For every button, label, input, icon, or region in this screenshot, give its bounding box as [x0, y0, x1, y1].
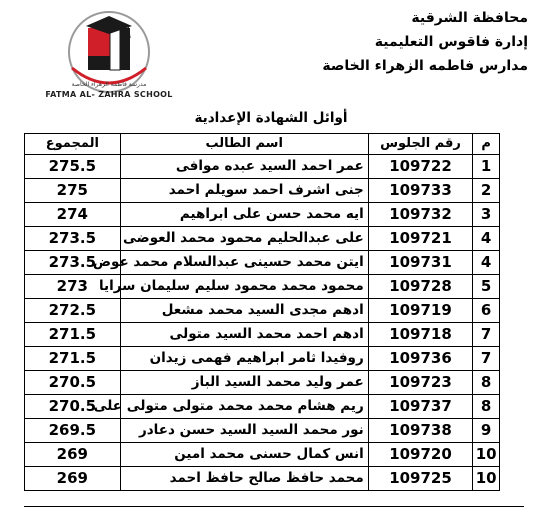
seat-number-cell: 109722 — [368, 155, 473, 179]
rank-cell: 2 — [473, 179, 500, 203]
total-cell: 272.5 — [25, 299, 121, 323]
table-row — [25, 251, 500, 275]
header-total: المجموع — [25, 134, 121, 155]
rank-cell: 4 — [473, 251, 500, 275]
table-row — [25, 467, 500, 491]
table-row — [25, 299, 500, 323]
results-table — [24, 133, 500, 491]
rank-cell: 10 — [473, 467, 500, 491]
total-cell: 271.5 — [25, 347, 121, 371]
seat-number-cell: 109737 — [368, 395, 473, 419]
table-row — [25, 203, 500, 227]
rank-cell: 6 — [473, 299, 500, 323]
seat-number-cell: 109721 — [368, 227, 473, 251]
total-cell: 275.5 — [25, 155, 121, 179]
rank-cell: 8 — [473, 395, 500, 419]
header-block — [322, 6, 528, 78]
header-administration: إدارة فاقوس التعليمية — [374, 34, 528, 50]
seat-number-cell: 109732 — [368, 203, 473, 227]
rank-cell: 7 — [473, 323, 500, 347]
table-row — [25, 419, 500, 443]
table-row — [25, 347, 500, 371]
total-cell: 270.5 — [25, 395, 121, 419]
table-row — [25, 179, 500, 203]
total-cell: 273.5 — [25, 251, 121, 275]
total-cell: 269 — [25, 467, 121, 491]
rank-cell: 3 — [473, 203, 500, 227]
table-row — [25, 443, 500, 467]
name-cell: على عبدالحليم محمود محمد العوضى — [120, 227, 368, 251]
name-cell: انس كمال حسنى محمد امين — [120, 443, 368, 467]
seat-number-cell: 109725 — [368, 467, 473, 491]
rank-cell: 10 — [473, 443, 500, 467]
table-caption: أوائل الشهادة الإعدادية — [194, 110, 348, 126]
total-cell: 271.5 — [25, 323, 121, 347]
svg-text:مدرسة فاطمة الزهراء الخاصة: مدرسة فاطمة الزهراء الخاصة — [71, 81, 147, 88]
table-row — [25, 275, 500, 299]
header-governorate: محافظة الشرقية — [411, 10, 528, 26]
header-school: مدارس فاطمه الزهراء الخاصة — [322, 58, 528, 74]
name-cell: عمر وليد محمد السيد الباز — [120, 371, 368, 395]
name-cell: ادهم مجدى السيد محمد مشعل — [120, 299, 368, 323]
header-seat: رقم الجلوس — [368, 134, 473, 155]
name-cell: ايتن محمد حسينى عبدالسلام محمد عوض — [120, 251, 368, 275]
seat-number-cell: 109731 — [368, 251, 473, 275]
total-cell: 273 — [25, 275, 121, 299]
header-name: اسم الطالب — [120, 134, 368, 155]
seat-number-cell: 109736 — [368, 347, 473, 371]
seat-number-cell: 109718 — [368, 323, 473, 347]
seat-number-cell: 109719 — [368, 299, 473, 323]
name-cell: ريم هشام محمد محمد متولى متولى على — [120, 395, 368, 419]
table-row — [25, 395, 500, 419]
table-row — [25, 371, 500, 395]
table-row — [25, 155, 500, 179]
table-row — [25, 227, 500, 251]
name-cell: جنى اشرف احمد سويلم احمد — [120, 179, 368, 203]
seat-number-cell: 109738 — [368, 419, 473, 443]
table-row — [25, 323, 500, 347]
total-cell: 274 — [25, 203, 121, 227]
rank-cell: 5 — [473, 275, 500, 299]
logo-white-block — [110, 28, 120, 70]
name-cell: روفيدا ثامر ابراهيم فهمى زيدان — [120, 347, 368, 371]
total-cell: 269 — [25, 443, 121, 467]
seat-number-cell: 109728 — [368, 275, 473, 299]
logo-dark-block — [120, 28, 130, 70]
name-cell: محمد حافظ صالح حافظ احمد — [120, 467, 368, 491]
total-cell: 273.5 — [25, 227, 121, 251]
seat-number-cell: 109723 — [368, 371, 473, 395]
total-cell: 269.5 — [25, 419, 121, 443]
header-rank: م — [473, 134, 500, 155]
name-cell: محمود محمد محمود سليم سليمان سرايا — [120, 275, 368, 299]
school-logo — [50, 6, 168, 102]
seat-number-cell: 109720 — [368, 443, 473, 467]
total-cell: 275 — [25, 179, 121, 203]
rank-cell: 9 — [473, 419, 500, 443]
table-header-row — [25, 134, 500, 155]
rank-cell: 8 — [473, 371, 500, 395]
rank-cell: 1 — [473, 155, 500, 179]
seat-number-cell: 109733 — [368, 179, 473, 203]
rank-cell: 7 — [473, 347, 500, 371]
logo-black-block — [88, 56, 110, 70]
name-cell: نور محمد السيد السيد حسن دعادر — [120, 419, 368, 443]
name-cell: ايه محمد حسن على ابراهيم — [120, 203, 368, 227]
bottom-divider — [24, 506, 524, 507]
name-cell: ادهم احمد محمد السيد متولى — [120, 323, 368, 347]
logo-school-name: FATMA AL- ZAHRA SCHOOL — [45, 90, 173, 99]
table-body — [25, 155, 500, 491]
total-cell: 270.5 — [25, 371, 121, 395]
rank-cell: 4 — [473, 227, 500, 251]
name-cell: عمر احمد السيد عبده موافى — [120, 155, 368, 179]
